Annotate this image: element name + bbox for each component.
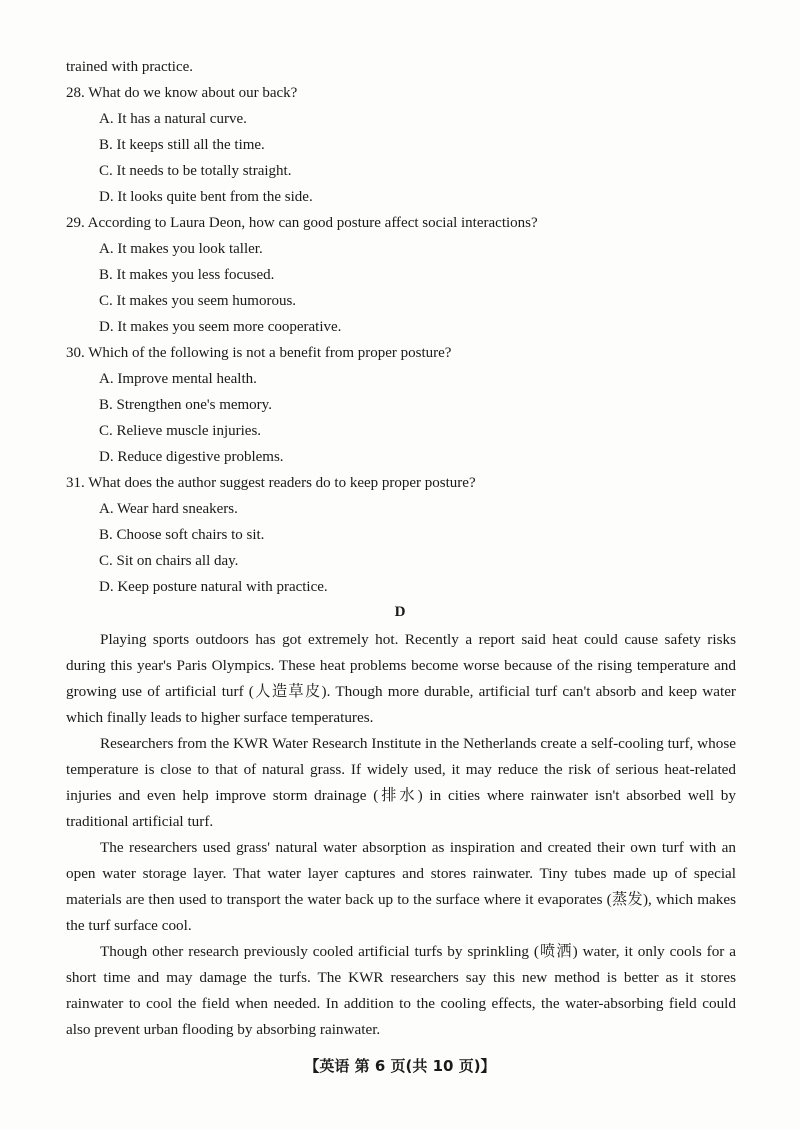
question-29-option-b: B. It makes you less focused. bbox=[99, 267, 275, 283]
question-30-option-a: A. Improve mental health. bbox=[99, 371, 257, 387]
question-28-option-a: A. It has a natural curve. bbox=[99, 111, 247, 127]
question-28-option-b: B. It keeps still all the time. bbox=[99, 137, 265, 153]
passage-paragraph-4: Though other research previously cooled artificial turfs by sprinkling (喷洒) water, it only cools for a short time and may damage the turfs. The KWR researchers say this new method is better as it stores rainwater to cool the field when needed. In addition to the cooling effects, the water-absorbing field could also prevent urban flooding by absorbing rainwater. bbox=[66, 943, 736, 1038]
question-29-option-a: A. It makes you look taller. bbox=[99, 241, 263, 257]
continuation-text: trained with practice. bbox=[66, 59, 194, 75]
question-30-option-c: C. Relieve muscle injuries. bbox=[99, 423, 262, 439]
question-31-option-a: A. Wear hard sneakers. bbox=[99, 501, 238, 517]
passage-paragraph-2: Researchers from the KWR Water Research Institute in the Netherlands create a self-cooling turf, whose temperature is close to that of natural grass. If widely used, it may reduce the risk of serious heat-related injuries and even help improve storm drainage (排水) in cities where rainwater isn't absorbed well by traditional artificial turf. bbox=[66, 735, 736, 830]
question-29-option-c: C. It makes you seem humorous. bbox=[99, 293, 297, 309]
page-footer: 【英语 第 6 页(共 10 页)】 bbox=[304, 1057, 496, 1075]
question-31-option-d: D. Keep posture natural with practice. bbox=[99, 579, 328, 595]
section-heading-d: D bbox=[394, 604, 406, 620]
question-28-option-d: D. It looks quite bent from the side. bbox=[99, 189, 313, 205]
question-31-option-c: C. Sit on chairs all day. bbox=[99, 553, 239, 569]
question-28-stem: 28. What do we know about our back? bbox=[66, 85, 298, 101]
question-28-option-c: C. It needs to be totally straight. bbox=[99, 163, 292, 179]
question-30-option-d: D. Reduce digestive problems. bbox=[99, 449, 284, 465]
question-30-stem: 30. Which of the following is not a benefit from proper posture? bbox=[66, 345, 452, 361]
question-29-stem: 29. According to Laura Deon, how can good posture affect social interactions? bbox=[66, 215, 538, 231]
question-31-option-b: B. Choose soft chairs to sit. bbox=[99, 527, 265, 543]
question-31-stem: 31. What does the author suggest readers do to keep proper posture? bbox=[66, 475, 476, 491]
question-30-option-b: B. Strengthen one's memory. bbox=[99, 397, 272, 413]
passage-paragraph-3: The researchers used grass' natural water absorption as inspiration and created their own turf with an open water storage layer. That water layer captures and stores rainwater. Tiny tubes made up of special materials are then used to transport the water back up to the surface where it evaporates (蒸发), which makes the turf surface cool. bbox=[66, 839, 736, 934]
passage-paragraph-1: Playing sports outdoors has got extremely hot. Recently a report said heat could cause safety risks during this year's Paris Olympics. These heat problems become worse because of the rising temperature and growing use of artificial turf (人造草皮). Though more durable, artificial turf can't absorb and keep water which finally leads to higher surface temperatures. bbox=[66, 631, 736, 726]
question-29-option-d: D. It makes you seem more cooperative. bbox=[99, 319, 342, 335]
